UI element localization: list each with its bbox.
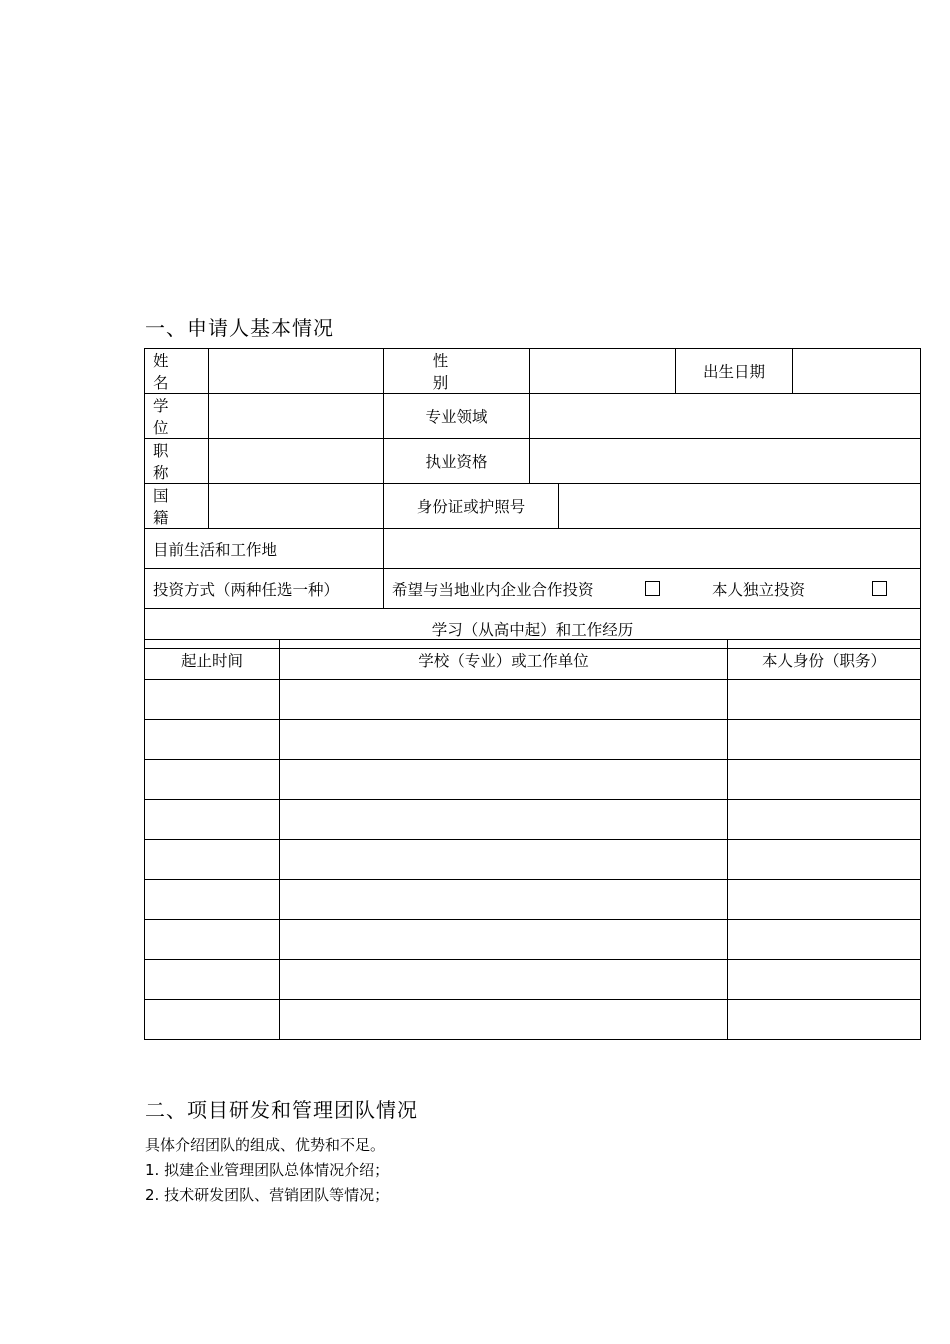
title-field[interactable] bbox=[209, 439, 384, 484]
history-period-cell[interactable] bbox=[145, 680, 280, 720]
history-header-institution: 学校（专业）或工作单位 bbox=[280, 640, 728, 680]
history-title: 学习（从高中起）和工作经历 bbox=[145, 609, 921, 649]
nationality-label: 国 籍 bbox=[145, 484, 209, 529]
section-1-title: 一、申请人基本情况 bbox=[145, 316, 334, 340]
history-position-cell[interactable] bbox=[728, 680, 921, 720]
history-period-cell[interactable] bbox=[145, 1000, 280, 1040]
qualification-field[interactable] bbox=[530, 439, 921, 484]
history-position-cell[interactable] bbox=[728, 920, 921, 960]
history-period-cell[interactable] bbox=[145, 800, 280, 840]
table-row bbox=[145, 569, 921, 609]
id-number-field[interactable] bbox=[559, 484, 921, 529]
history-table bbox=[144, 639, 921, 1040]
history-position-cell[interactable] bbox=[728, 880, 921, 920]
history-institution-cell[interactable] bbox=[280, 680, 728, 720]
invest-options bbox=[384, 569, 921, 609]
invest-option-cooperate-checkbox[interactable] bbox=[645, 581, 660, 596]
table-row bbox=[145, 349, 921, 394]
name-field[interactable] bbox=[209, 349, 384, 394]
history-period-cell[interactable] bbox=[145, 760, 280, 800]
history-institution-cell[interactable] bbox=[280, 960, 728, 1000]
invest-method-label: 投资方式（两种任选一种） bbox=[145, 569, 384, 609]
history-period-cell[interactable] bbox=[145, 920, 280, 960]
birth-date-label: 出生日期 bbox=[676, 349, 793, 394]
degree-field[interactable] bbox=[209, 394, 384, 439]
history-institution-cell[interactable] bbox=[280, 760, 728, 800]
gender-label: 性 别 bbox=[384, 349, 530, 394]
table-row bbox=[145, 529, 921, 569]
history-position-cell[interactable] bbox=[728, 720, 921, 760]
location-label: 目前生活和工作地 bbox=[145, 529, 384, 569]
history-position-cell[interactable] bbox=[728, 840, 921, 880]
history-position-cell[interactable] bbox=[728, 960, 921, 1000]
table-header-row bbox=[145, 640, 921, 680]
section-2-intro: 具体介绍团队的组成、优势和不足。 bbox=[145, 1136, 386, 1154]
field-field[interactable] bbox=[530, 394, 921, 439]
id-number-label: 身份证或护照号 bbox=[384, 484, 559, 529]
history-position-cell[interactable] bbox=[728, 760, 921, 800]
history-institution-cell[interactable] bbox=[280, 1000, 728, 1040]
table-row bbox=[145, 800, 921, 840]
applicant-info-table bbox=[144, 348, 921, 649]
name-label: 姓 名 bbox=[145, 349, 209, 394]
gender-field[interactable] bbox=[530, 349, 676, 394]
history-position-cell[interactable] bbox=[728, 1000, 921, 1040]
invest-option-independent-label: 本人独立投资 bbox=[712, 580, 806, 599]
qualification-label: 执业资格 bbox=[384, 439, 530, 484]
table-row bbox=[145, 880, 921, 920]
history-institution-cell[interactable] bbox=[280, 920, 728, 960]
history-header-position: 本人身份（职务） bbox=[728, 640, 921, 680]
history-period-cell[interactable] bbox=[145, 720, 280, 760]
table-row bbox=[145, 960, 921, 1000]
table-row bbox=[145, 394, 921, 439]
history-position-cell[interactable] bbox=[728, 800, 921, 840]
history-institution-cell[interactable] bbox=[280, 720, 728, 760]
table-row bbox=[145, 920, 921, 960]
history-institution-cell[interactable] bbox=[280, 880, 728, 920]
history-header-period: 起止时间 bbox=[145, 640, 280, 680]
nationality-field[interactable] bbox=[209, 484, 384, 529]
table-row bbox=[145, 720, 921, 760]
history-institution-cell[interactable] bbox=[280, 800, 728, 840]
table-row bbox=[145, 680, 921, 720]
title-label: 职 称 bbox=[145, 439, 209, 484]
field-label: 专业领域 bbox=[384, 394, 530, 439]
birth-date-field[interactable] bbox=[793, 349, 921, 394]
section-2-item-1: 1. 拟建企业管理团队总体情况介绍； bbox=[145, 1161, 390, 1179]
degree-label: 学 位 bbox=[145, 394, 209, 439]
history-period-cell[interactable] bbox=[145, 880, 280, 920]
history-period-cell[interactable] bbox=[145, 960, 280, 1000]
section-2-item-2: 2. 技术研发团队、营销团队等情况； bbox=[145, 1186, 390, 1204]
table-row bbox=[145, 439, 921, 484]
table-row bbox=[145, 1000, 921, 1040]
table-row bbox=[145, 760, 921, 800]
history-period-cell[interactable] bbox=[145, 840, 280, 880]
history-institution-cell[interactable] bbox=[280, 840, 728, 880]
section-2-title: 二、项目研发和管理团队情况 bbox=[145, 1098, 418, 1122]
table-row bbox=[145, 484, 921, 529]
invest-option-cooperate-label: 希望与当地业内企业合作投资 bbox=[392, 580, 594, 599]
location-field[interactable] bbox=[384, 529, 921, 569]
invest-option-independent-checkbox[interactable] bbox=[872, 581, 887, 596]
table-row bbox=[145, 840, 921, 880]
